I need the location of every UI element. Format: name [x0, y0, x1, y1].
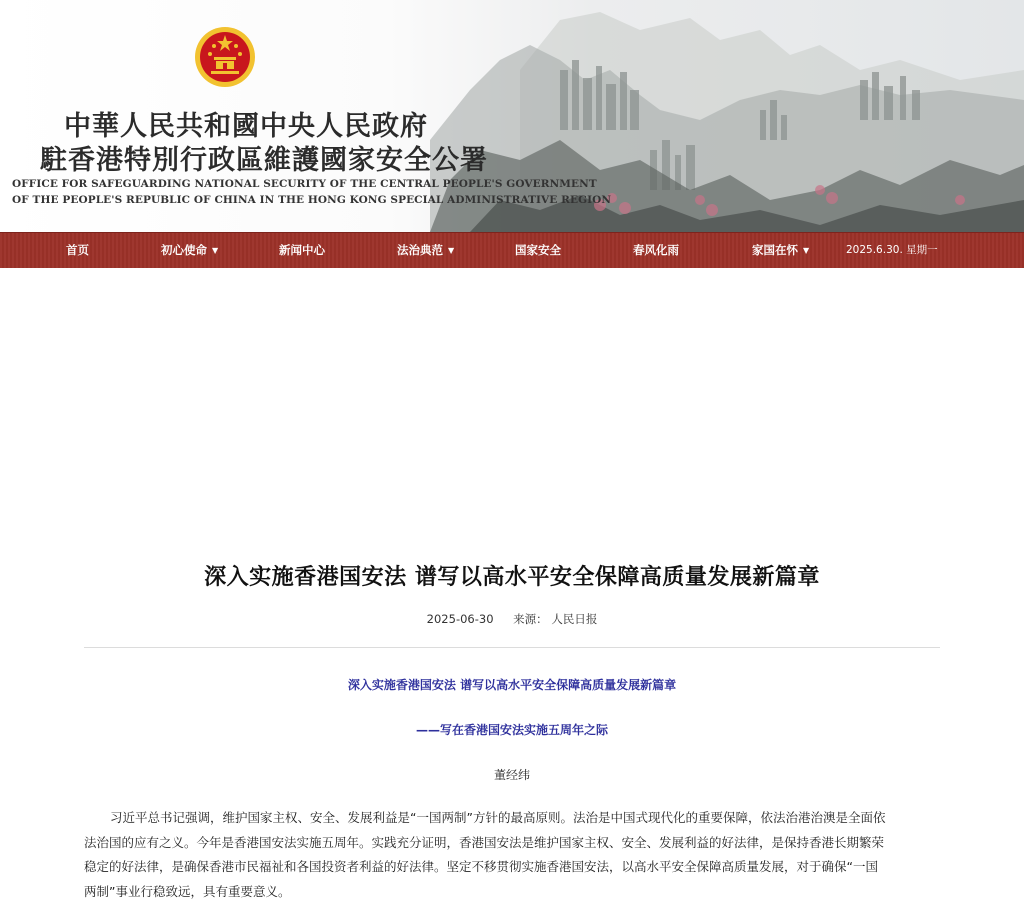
nav-item-news[interactable]: [279, 233, 325, 268]
article-subtitle: 深入实施香港国安法 谱写以高水平安全保障高质量发展新篇章: [0, 676, 1024, 693]
nav-item-rule-of-law[interactable]: [397, 233, 454, 268]
article-paragraph: [84, 806, 944, 904]
nav-item-label: 首页: [66, 243, 89, 257]
nav-item-label: 初心使命: [161, 243, 207, 257]
office-title-cn-line2: 駐香港特別行政區維護國家安全公署: [40, 138, 488, 177]
article-author: 董经纬: [0, 766, 1024, 783]
nav-item-family-country[interactable]: [752, 233, 809, 268]
paragraph-line: 法治国的应有之义。今年是香港国安法实施五周年。实践充分证明，香港国安法是维护国家主权、安全、发展利益的好法律，是保持香港长期繁荣: [84, 831, 944, 856]
article-subtitle-secondary: ——写在香港国安法实施五周年之际: [0, 721, 1024, 738]
paragraph-line: 两制”事业行稳致远，具有重要意义。: [84, 880, 944, 904]
nav-item-label: 法治典范: [397, 243, 443, 257]
paragraph-line: 习近平总书记强调，维护国家主权、安全、发展利益是“一国两制”方针的最高原则。法治是中国式现代化的重要保障，依法治港治澳是全面依: [84, 806, 944, 831]
nav-item-home[interactable]: [66, 233, 89, 268]
article-source: 来源： 人民日报: [513, 612, 597, 626]
nav-item-label: 春风化雨: [633, 243, 679, 257]
main-nav: [0, 232, 1024, 268]
national-emblem-icon: [194, 26, 256, 88]
site-banner: [0, 0, 1024, 232]
article-meta: [0, 611, 1024, 627]
nav-item-mission[interactable]: [161, 233, 218, 268]
nav-item-national-security[interactable]: [515, 233, 561, 268]
divider: [84, 647, 940, 648]
nav-item-spring-breeze[interactable]: [633, 233, 679, 268]
chevron-down-icon: ▼: [803, 246, 809, 255]
nav-item-label: 国家安全: [515, 243, 561, 257]
nav-item-label: 新闻中心: [279, 243, 325, 257]
chevron-down-icon: ▼: [448, 246, 454, 255]
paragraph-line: 稳定的好法律，是确保香港市民福祉和各国投资者利益的好法律。坚定不移贯彻实施香港国安法，以高水平安全保障高质量发展，对于确保“一国: [84, 855, 944, 880]
article-headline: 深入实施香港国安法 谱写以高水平安全保障高质量发展新篇章: [0, 560, 1024, 591]
article-date: 2025-06-30: [427, 612, 494, 626]
current-date: 2025.6.30. 星期一: [846, 233, 938, 268]
office-title-cn-line1: 中華人民共和國中央人民政府: [64, 104, 428, 143]
chevron-down-icon: ▼: [212, 246, 218, 255]
nav-item-label: 家国在怀: [752, 243, 798, 257]
office-title-en-line1: OFFICE FOR SAFEGUARDING NATIONAL SECURITY OF THE CENTRAL PEOPLE'S GOVERNMENT: [12, 178, 597, 190]
office-title-en-line2: OF THE PEOPLE'S REPUBLIC OF CHINA IN THE HONG KONG SPECIAL ADMINISTRATIVE REGION: [12, 194, 611, 206]
